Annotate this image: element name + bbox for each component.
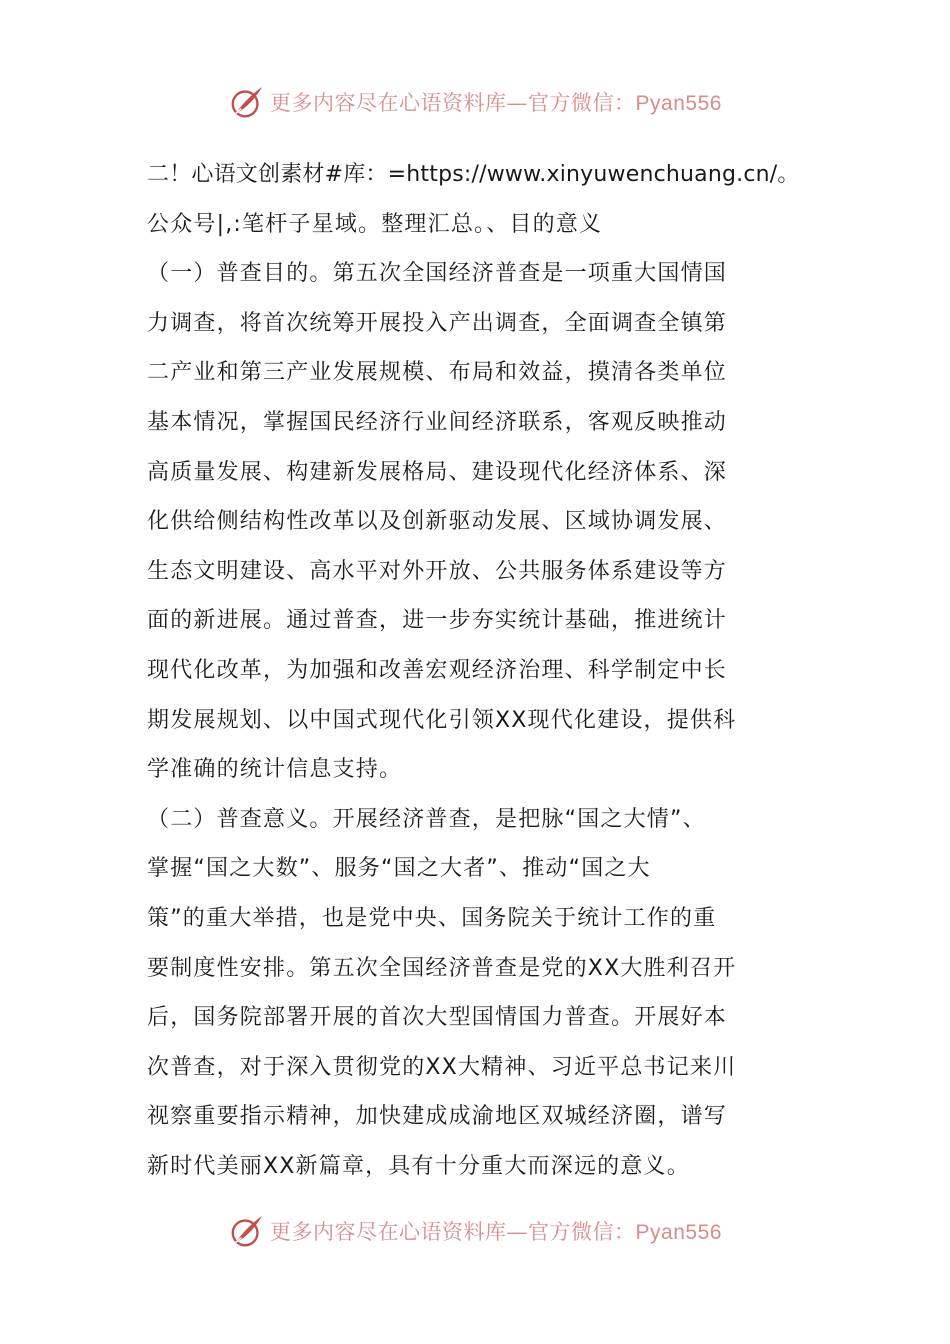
body-line: 策”的重大举措，也是党中央、国务院关于统计工作的重: [147, 905, 717, 931]
header-banner: [0, 80, 950, 124]
body-line: 二产业和第三产业发展规模、布局和效益，摸清各类单位: [147, 360, 728, 386]
body-line: 新时代美丽XX新篇章，具有十分重大而深远的意义。: [147, 1153, 690, 1179]
body-line: 掌握“国之大数”、服务“国之大者”、推动“国之大: [147, 856, 651, 882]
wechat-id: Pyan556: [635, 1221, 722, 1244]
body-line: 面的新进展。通过普查，进一步夯实统计基础，推进统计: [147, 608, 728, 634]
quill-pen-circle-icon: [228, 83, 266, 121]
footer-banner: [0, 1209, 950, 1253]
quill-pen-circle-icon: [228, 1212, 266, 1250]
body-line: 次普查，对于深入贯彻党的XX大精神、习近平总书记来川: [147, 1054, 737, 1080]
document-body: [147, 150, 815, 1191]
body-line: 化供给侧结构性改革以及创新驱动发展、区域协调发展、: [147, 509, 728, 535]
banner-text: 更多内容尽在心语资料库—官方微信：Pyan556: [270, 1220, 722, 1244]
body-line: 高质量发展、构建新发展格局、建设现代化经济体系、深: [147, 459, 728, 485]
wechat-id: Pyan556: [635, 92, 722, 115]
body-line: 要制度性安排。第五次全国经济普查是党的XX大胜利召开: [147, 955, 737, 981]
banner-text: 更多内容尽在心语资料库—官方微信：Pyan556: [270, 91, 722, 115]
body-line: （二）普查意义。开展经济普查，是把脉“国之大情”、: [147, 806, 706, 832]
body-line: 现代化改革，为加强和改善宏观经济治理、科学制定中长: [147, 657, 728, 683]
body-line: 视察重要指示精神，加快建成成渝地区双城经济圈，谱写: [147, 1104, 728, 1130]
body-line: 基本情况，掌握国民经济行业间经济联系，客观反映推动: [147, 409, 728, 435]
body-line: 学准确的统计信息支持。: [147, 757, 403, 783]
body-line: 生态文明建设、高水平对外开放、公共服务体系建设等方: [147, 558, 728, 584]
body-line: 期发展规划、以中国式现代化引领XX现代化建设，提供科: [147, 707, 737, 733]
body-line: 力调查，将首次统筹开展投入产出调查，全面调查全镇第: [147, 310, 728, 336]
body-line: 二！心语文创素材#库：=https://www.xinyuwenchuang.cn/。: [147, 162, 800, 187]
body-line: 后，国务院部署开展的首次大型国情国力普查。开展好本: [147, 1005, 728, 1031]
body-line: 公众号|,:笔杆子星域。整理汇总。、目的意义: [147, 211, 603, 237]
body-line: （一）普查目的。第五次全国经济普查是一项重大国情国: [147, 261, 728, 287]
